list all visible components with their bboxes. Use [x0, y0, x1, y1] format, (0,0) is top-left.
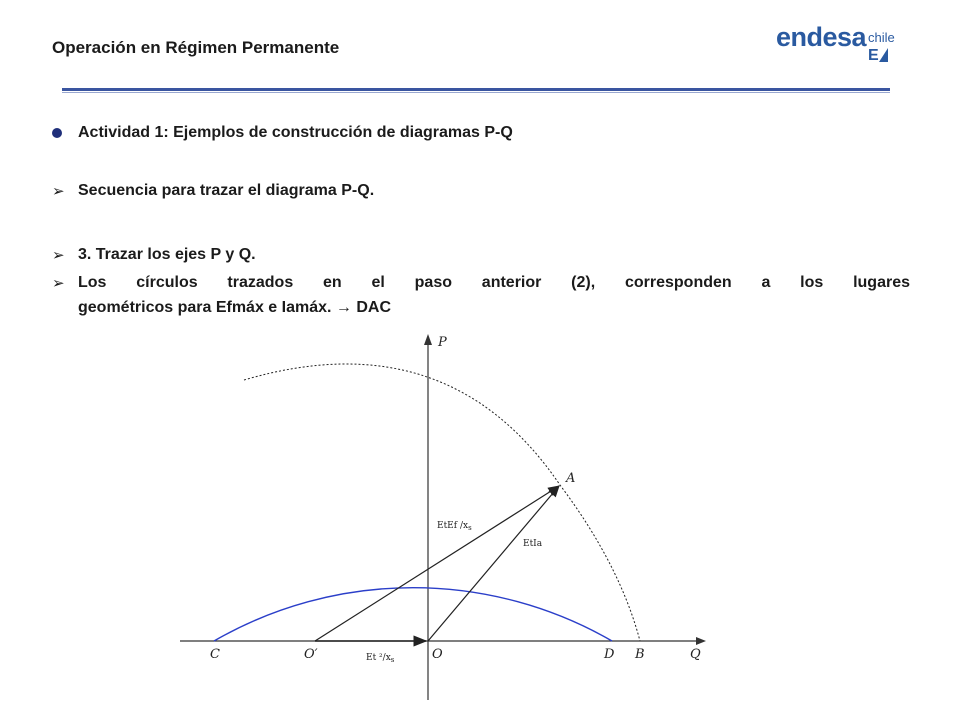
- label-etef: EtEf /x: [437, 521, 469, 531]
- label-etef-sub: s: [468, 524, 472, 532]
- vector-etef: [315, 486, 559, 641]
- vector-etia: [428, 486, 559, 641]
- p-axis-arrow-icon: [424, 334, 432, 345]
- arrow-bullet-icon: ➢: [52, 183, 65, 200]
- arrow-bullet-icon: ➢: [52, 275, 65, 292]
- activity-heading: Actividad 1: Ejemplos de construcción de diagramas P-Q: [78, 124, 513, 141]
- arrow-bullet-icon: ➢: [52, 247, 65, 264]
- armature-current-circle: [214, 588, 612, 641]
- bullet-axes: 3. Trazar los ejes P y Q.: [78, 246, 256, 263]
- logo-suffix: chile: [868, 30, 895, 45]
- field-current-circle: [244, 364, 640, 641]
- label-c: C: [210, 647, 220, 662]
- svg-text:Et ²/xs: [366, 653, 395, 664]
- svg-text:EtEf /xs: [437, 521, 472, 532]
- bullet-sequence: Secuencia para trazar el diagrama P-Q.: [78, 182, 375, 199]
- bullet-circles-line1: Los círculos trazados en el paso anterior (2), corresponden a los lugares: [78, 274, 910, 291]
- label-d: D: [604, 647, 615, 662]
- label-p: P: [438, 335, 447, 350]
- logo-word: endesa: [776, 22, 867, 52]
- logo-mark-text: E: [868, 47, 879, 62]
- label-o-prime: O′: [304, 647, 318, 662]
- label-b: B: [635, 647, 645, 662]
- label-etia: EtIa: [523, 539, 543, 549]
- label-o: O: [432, 647, 443, 662]
- label-et2: Et ²/x: [366, 653, 391, 663]
- label-a: A: [566, 471, 576, 486]
- label-q: Q: [690, 647, 701, 662]
- bullet-circles-line2: geométricos para Efmáx e Iamáx. → DAC: [78, 299, 392, 316]
- page-title: Operación en Régimen Permanente: [52, 38, 340, 57]
- label-et2-sub: s: [390, 656, 395, 664]
- q-axis-arrow-icon: [696, 637, 706, 645]
